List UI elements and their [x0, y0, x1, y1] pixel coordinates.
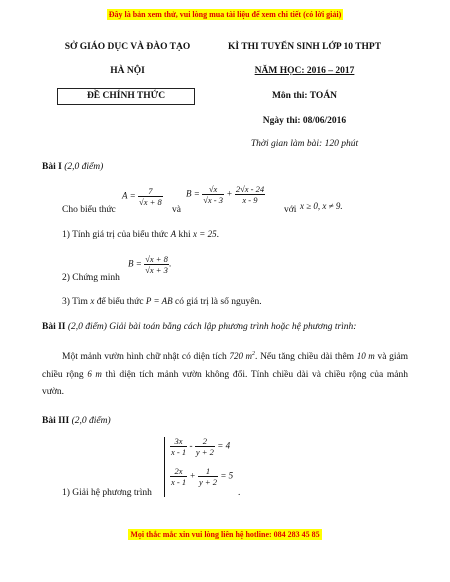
area-number: 720 m [229, 351, 253, 361]
area-value [229, 351, 255, 361]
eq2-operator: + [189, 470, 196, 481]
q1-1-end: . [216, 230, 219, 240]
q1-3-expr: P = AB [145, 296, 173, 306]
official-exam-box: ĐỀ CHÍNH THỨC [57, 88, 195, 105]
q1-2-end: . [168, 259, 172, 270]
a-lhs: A = [122, 190, 136, 201]
section-1-points: (2,0 điểm) [64, 162, 104, 172]
preview-banner-text: Đây là bản xem thử, vui lòng mua tài liệu để xem chi tiết (có lời giải) [108, 10, 342, 19]
and-text: và [172, 205, 181, 215]
q1-3-var: x [90, 296, 95, 306]
eq1-f1-den: x - 1 [171, 447, 187, 457]
hotline-banner [0, 530, 450, 539]
equation-2 [170, 466, 233, 487]
area-sup: 2 [252, 351, 256, 357]
section-title-2 [42, 322, 356, 332]
section-2-instruction: Giải bài toán bằng cách lập phương trình hoặc hệ phương trình: [109, 322, 357, 332]
eq2-f2-den: y + 2 [198, 477, 217, 487]
section-3-points: (2,0 điểm) [71, 416, 111, 426]
a-numerator: 7 [138, 186, 163, 197]
system-brace [164, 437, 165, 497]
p2-part5: rộng của mảnh vườn. [42, 370, 409, 397]
b-f1-numerator: √x [202, 184, 224, 195]
eq2-f1-num: 2x [170, 466, 187, 477]
exam-date: Ngày thi: 08/06/2016 [262, 116, 347, 126]
expression-b [186, 184, 265, 205]
intro-text: Cho biểu thức [62, 205, 116, 215]
b-f2-numerator: 2√x - 24 [235, 184, 265, 194]
eq2-f2-num: 1 [198, 466, 218, 477]
p2-part4: thì diện tích mảnh vườn không đổi. Tính chiều dài và chiều [105, 370, 346, 380]
system-end: . [238, 488, 241, 498]
q1-2-lhs: B = [128, 258, 142, 269]
eq2-rhs: = 5 [220, 470, 234, 481]
q1-1-when: khi [178, 230, 191, 240]
expression-a [122, 186, 163, 207]
q1-2-fraction [144, 254, 172, 275]
a-denominator: √x + 8 [139, 197, 162, 207]
equation-1 [170, 436, 230, 457]
q1-2-denominator: √x + 3 [145, 265, 168, 275]
eq2-fraction-1 [170, 466, 187, 487]
b-f2-denominator: x - 9 [242, 195, 258, 205]
q1-3-mid: để biểu thức [96, 297, 144, 307]
q1-2-numerator: √x + 8 [145, 254, 168, 264]
hotline-banner-text: Mọi thắc mắc xin vui lòng liên hệ hotline: 084 283 45 85 [130, 530, 320, 539]
eq2-f1-den: x - 1 [171, 477, 187, 487]
preview-banner [0, 10, 450, 19]
section-title-1 [42, 162, 103, 172]
q1-1-text: 1) Tính giá trị của biểu thức [62, 230, 169, 240]
school-year: NĂM HỌC: 2016 – 2017 [254, 66, 355, 76]
question-1-1 [62, 229, 219, 240]
p2-part1: Một mảnh vườn hình chữ nhật có diện tích [62, 352, 227, 362]
question-1-2-expr [128, 254, 171, 275]
department-city: HÀ NỘI [110, 66, 145, 76]
problem-2-text [42, 346, 408, 401]
b-plus: + [226, 188, 233, 199]
question-3-1-text: 1) Giải hệ phương trình [62, 488, 152, 498]
eq1-rhs: = 4 [217, 440, 231, 451]
q1-3-text: 3) Tìm [62, 297, 88, 307]
q1-3-end: có giá trị là số nguyên. [175, 297, 262, 307]
eq1-operator: - [189, 440, 193, 451]
p2-part3: và giảm chiều rộng [42, 352, 409, 380]
b-fraction-2 [235, 184, 265, 205]
section-2-label: Bài II [42, 322, 66, 332]
exam-title: KÌ THI TUYỂN SINH LỚP 10 THPT [227, 42, 382, 52]
question-1-3 [62, 296, 262, 307]
decrease-value: 6 m [87, 369, 102, 379]
section-1-label: Bài I [42, 162, 62, 172]
b-fraction-1 [202, 184, 224, 205]
with-text: với [284, 205, 297, 215]
question-1-2-text: 2) Chứng minh [62, 273, 120, 283]
condition: x ≥ 0, x ≠ 9. [300, 201, 343, 211]
department-name: SỞ GIÁO DỤC VÀ ĐÀO TẠO [64, 42, 191, 52]
exam-duration: Thời gian làm bài: 120 phút [250, 139, 359, 149]
q1-1-var: A [170, 229, 177, 239]
eq1-f1-num: 3x [170, 436, 187, 447]
exam-subject: Môn thi: TOÁN [271, 91, 338, 101]
section-3-label: Bài III [42, 416, 70, 426]
eq1-fraction-1 [170, 436, 187, 457]
eq1-f2-num: 2 [195, 436, 215, 447]
p2-part2: . Nếu tăng chiều dài thêm [255, 352, 355, 362]
a-fraction [138, 186, 163, 207]
increase-value: 10 m [356, 351, 375, 361]
b-f1-denominator: √x - 3 [203, 195, 223, 205]
eq1-fraction-2 [195, 436, 215, 457]
eq2-fraction-2 [198, 466, 218, 487]
q1-1-value: x = 25 [193, 229, 217, 239]
section-title-3 [42, 416, 111, 426]
section-2-points: (2,0 điểm) [67, 322, 107, 332]
eq1-f2-den: y + 2 [195, 447, 214, 457]
b-lhs: B = [186, 188, 200, 199]
